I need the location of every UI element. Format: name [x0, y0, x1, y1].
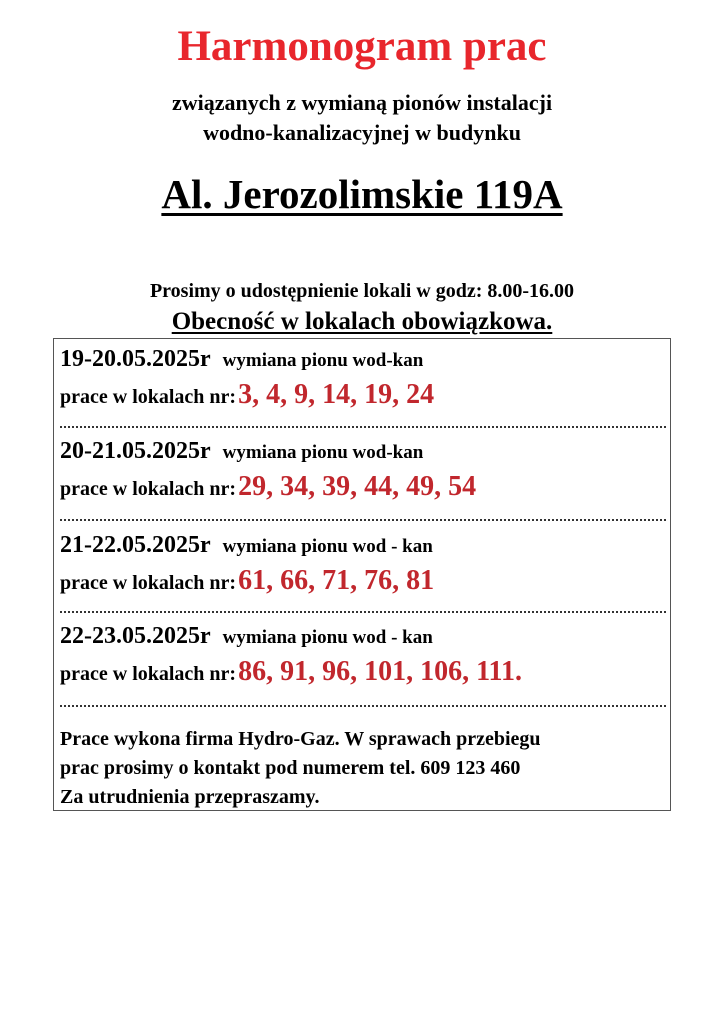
apartments-label: prace w lokalach nr: [60, 478, 237, 500]
schedule-box [53, 338, 671, 811]
apartment-numbers: 61, 66, 71, 76, 81 [238, 565, 435, 596]
schedule-entry [60, 342, 666, 414]
dotted-separator [60, 611, 666, 613]
address-text: Al. Jerozolimskie 119A [161, 171, 563, 217]
dotted-separator [60, 426, 666, 428]
apartments-label: prace w lokalach nr: [60, 663, 237, 685]
schedule-date: 20-21.05.2025r [60, 438, 211, 464]
apartment-numbers: 86, 91, 96, 101, 106, 111. [238, 656, 523, 687]
subtitle-line-2: wodno-kanalizacyjnej w budynku [203, 120, 521, 145]
apartment-numbers: 29, 34, 39, 44, 49, 54 [238, 471, 477, 502]
subtitle-line-1: związanych z wymianą pionów instalacji [171, 90, 553, 115]
page-title: Harmonogram prac [177, 23, 547, 70]
mandatory-notice [0, 306, 724, 338]
schedule-description: wymiana pionu wod - kan [222, 627, 433, 648]
schedule-description: wymiana pionu wod-kan [222, 350, 424, 371]
building-address [0, 168, 724, 220]
contractor-note-line-1: Prace wykona firma Hydro-Gaz. W sprawach przebiegu [60, 728, 541, 750]
apology-line: Za utrudnienia przepraszamy. [60, 786, 320, 808]
apartment-numbers: 3, 4, 9, 14, 19, 24 [238, 379, 435, 410]
contractor-note [60, 725, 666, 812]
schedule-entry [60, 619, 666, 691]
mandatory-notice-text: Obecność w lokalach obowiązkowa. [171, 308, 553, 335]
schedule-entry [60, 434, 666, 506]
apartments-label: prace w lokalach nr: [60, 386, 237, 408]
apartments-label: prace w lokalach nr: [60, 572, 237, 594]
dotted-separator [60, 519, 666, 521]
schedule-entry [60, 528, 666, 600]
dotted-separator [60, 705, 666, 707]
schedule-date: 21-22.05.2025r [60, 532, 211, 558]
hours-notice: Prosimy o udostępnienie lokali w godz: 8.00-16.00 [149, 280, 575, 302]
schedule-date: 19-20.05.2025r [60, 346, 211, 372]
contractor-note-line-2: prac prosimy o kontakt pod numerem tel. 609 123 460 [60, 757, 521, 779]
schedule-description: wymiana pionu wod - kan [222, 536, 433, 557]
schedule-date: 22-23.05.2025r [60, 623, 211, 649]
schedule-description: wymiana pionu wod-kan [222, 442, 424, 463]
